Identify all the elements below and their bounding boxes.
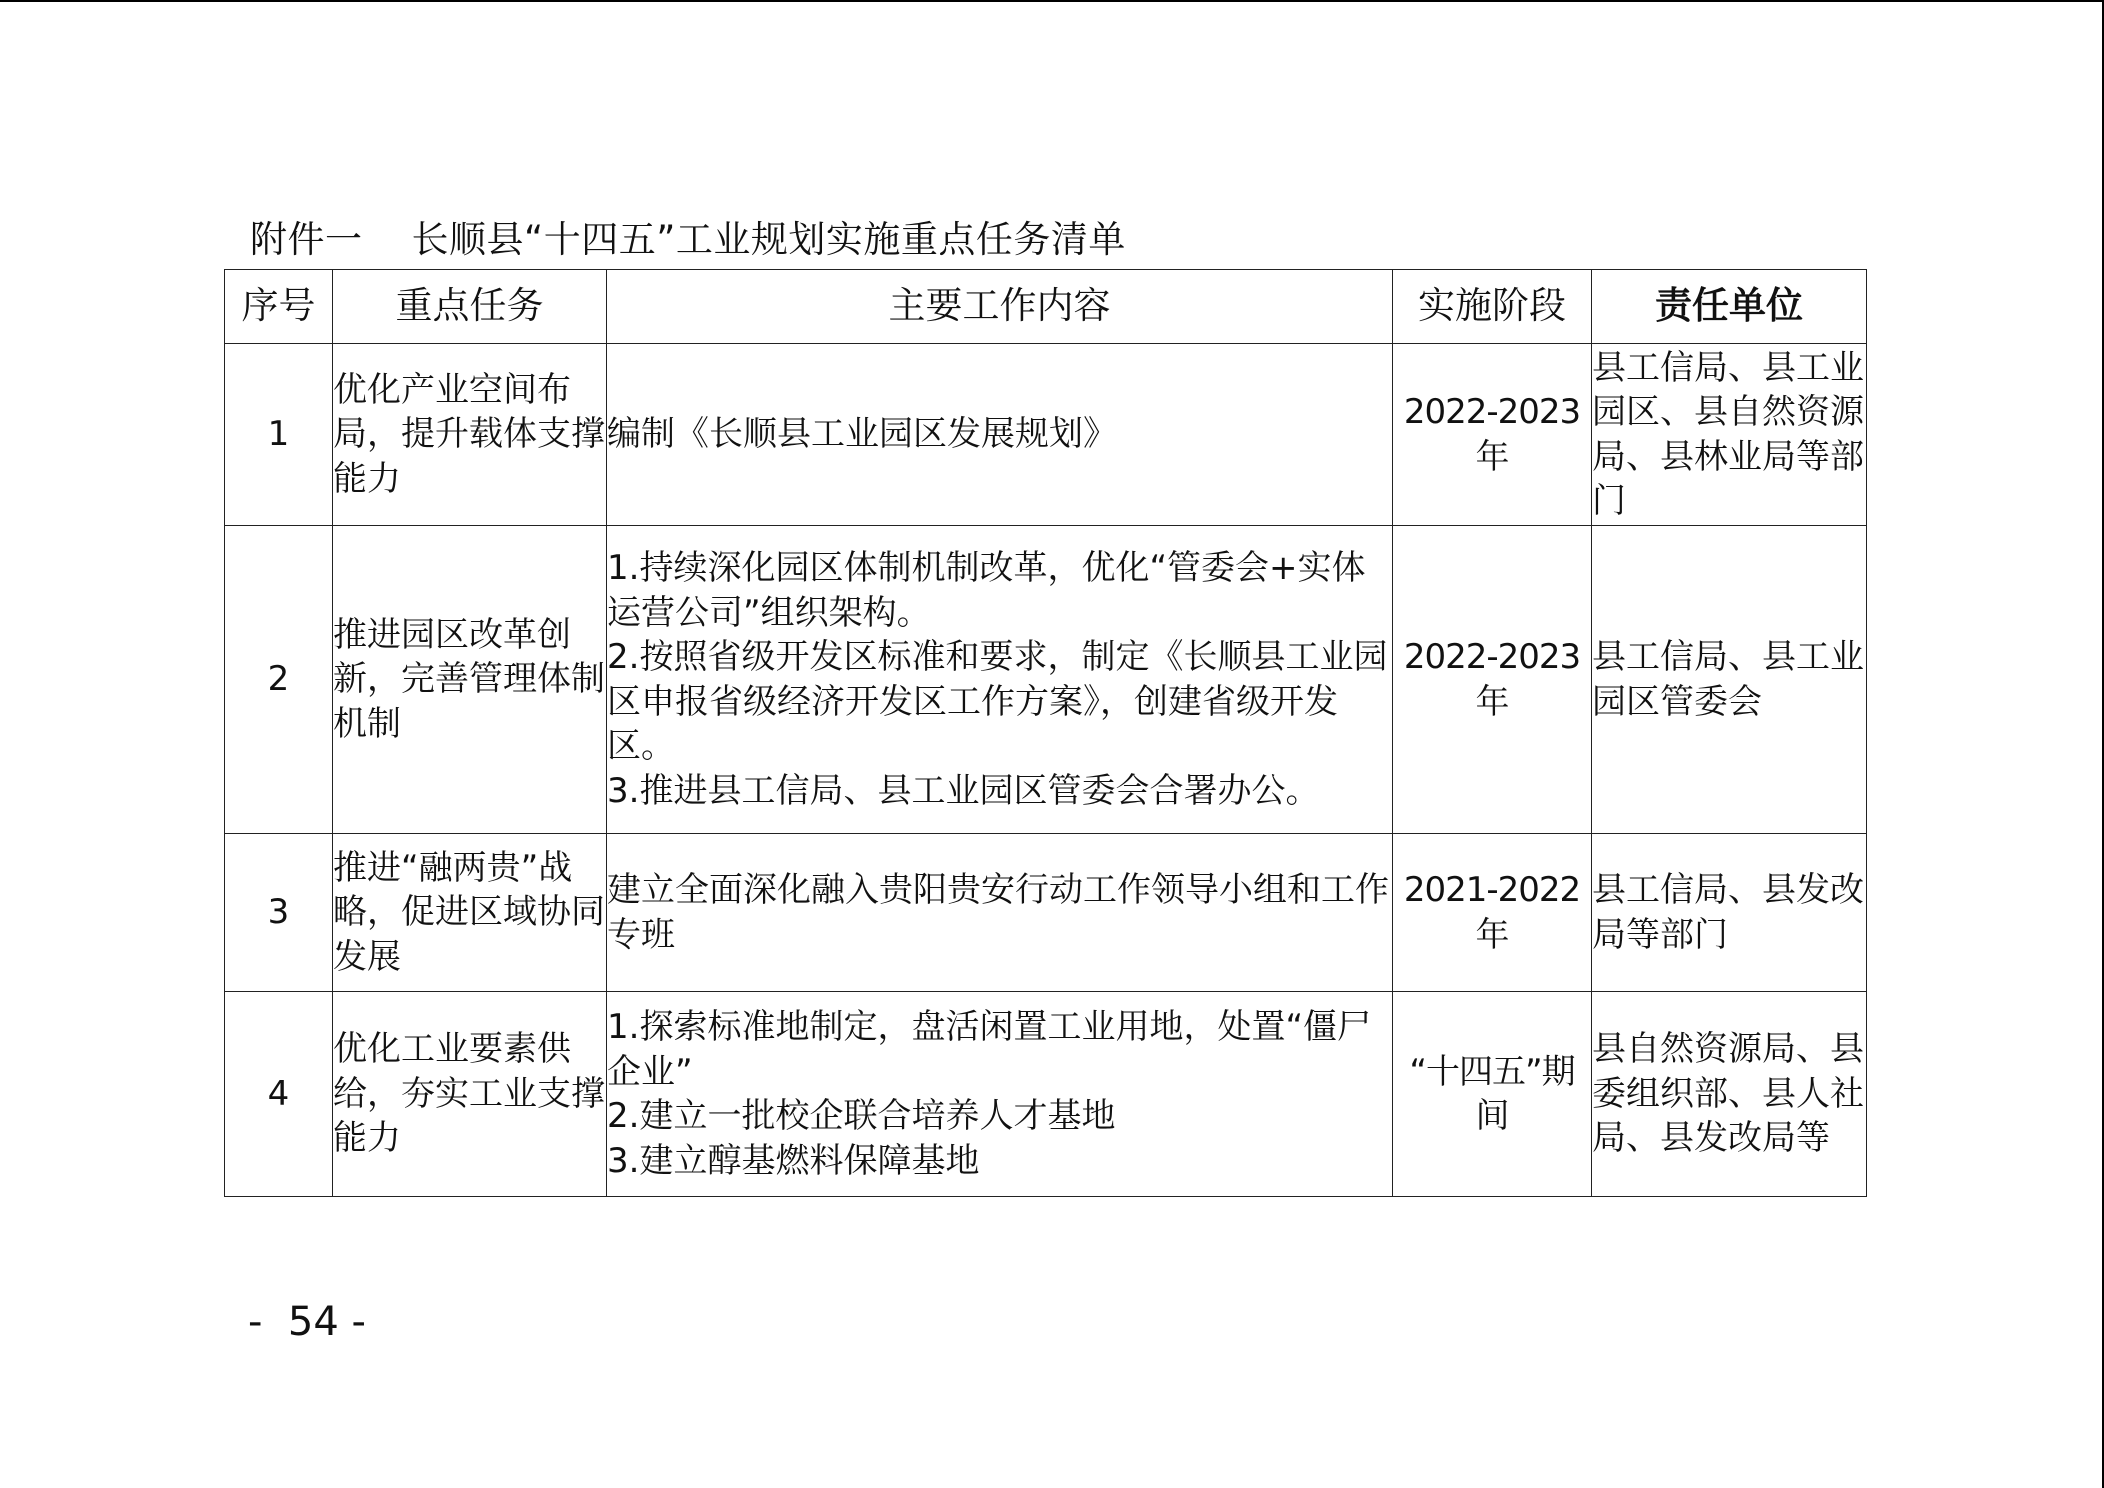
page-border-top <box>0 0 2104 2</box>
header-unit: 责任单位 <box>1592 270 1867 344</box>
content-line: 建立全面深化融入贵阳贵安行动工作领导小组和工作专班 <box>607 870 1389 955</box>
cell-unit: 县工信局、县工业园区管委会 <box>1592 526 1867 834</box>
table-row <box>225 992 1867 1197</box>
table-header-row <box>225 270 1867 344</box>
cell-content <box>607 834 1393 992</box>
cell-task: 推进“融两贵”战略，促进区域协同发展 <box>333 834 607 992</box>
content-line: 1.探索标准地制定，盘活闲置工业用地，处置“僵尸企业” <box>607 1007 1372 1092</box>
header-stage: 实施阶段 <box>1393 270 1592 344</box>
content-line: 1.持续深化园区体制机制改革，优化“管委会+实体运营公司”组织架构。 <box>607 548 1366 633</box>
cell-stage: “十四五”期间 <box>1393 992 1592 1197</box>
cell-unit: 县工信局、县发改局等部门 <box>1592 834 1867 992</box>
header-content: 主要工作内容 <box>607 270 1393 344</box>
task-table <box>224 269 1867 1197</box>
cell-content <box>607 526 1393 834</box>
table-row <box>225 834 1867 992</box>
cell-seq: 3 <box>225 834 333 992</box>
content-line: 2.按照省级开发区标准和要求，制定《长顺县工业园区申报省级经济开发区工作方案》，创建省级开发区。 <box>607 637 1388 766</box>
header-seq: 序号 <box>225 270 333 344</box>
table-row <box>225 526 1867 834</box>
document-title: 附件一 长顺县“十四五”工业规划实施重点任务清单 <box>250 218 1126 261</box>
cell-unit: 县自然资源局、县委组织部、县人社局、县发改局等 <box>1592 992 1867 1197</box>
cell-unit: 县工信局、县工业园区、县自然资源局、县林业局等部门 <box>1592 344 1867 526</box>
header-task: 重点任务 <box>333 270 607 344</box>
cell-content <box>607 344 1393 526</box>
content-line: 3.推进县工信局、县工业园区管委会合署办公。 <box>607 770 1320 811</box>
cell-stage: 2022-2023年 <box>1393 526 1592 834</box>
cell-seq: 1 <box>225 344 333 526</box>
cell-task: 优化工业要素供给，夯实工业支撑能力 <box>333 992 607 1197</box>
page-number: - 54 - <box>248 1299 366 1345</box>
cell-stage: 2021-2022年 <box>1393 834 1592 992</box>
cell-content <box>607 992 1393 1197</box>
content-line: 3.建立醇基燃料保障基地 <box>607 1140 980 1181</box>
table-row <box>225 344 1867 526</box>
cell-seq: 4 <box>225 992 333 1197</box>
cell-seq: 2 <box>225 526 333 834</box>
cell-task: 推进园区改革创新，完善管理体制机制 <box>333 526 607 834</box>
cell-stage: 2022-2023年 <box>1393 344 1592 526</box>
cell-task: 优化产业空间布局，提升载体支撑能力 <box>333 344 607 526</box>
content-line: 2.建立一批校企联合培养人才基地 <box>607 1096 1116 1136</box>
content-line: 编制《长顺县工业园区发展规划》 <box>607 414 1117 455</box>
